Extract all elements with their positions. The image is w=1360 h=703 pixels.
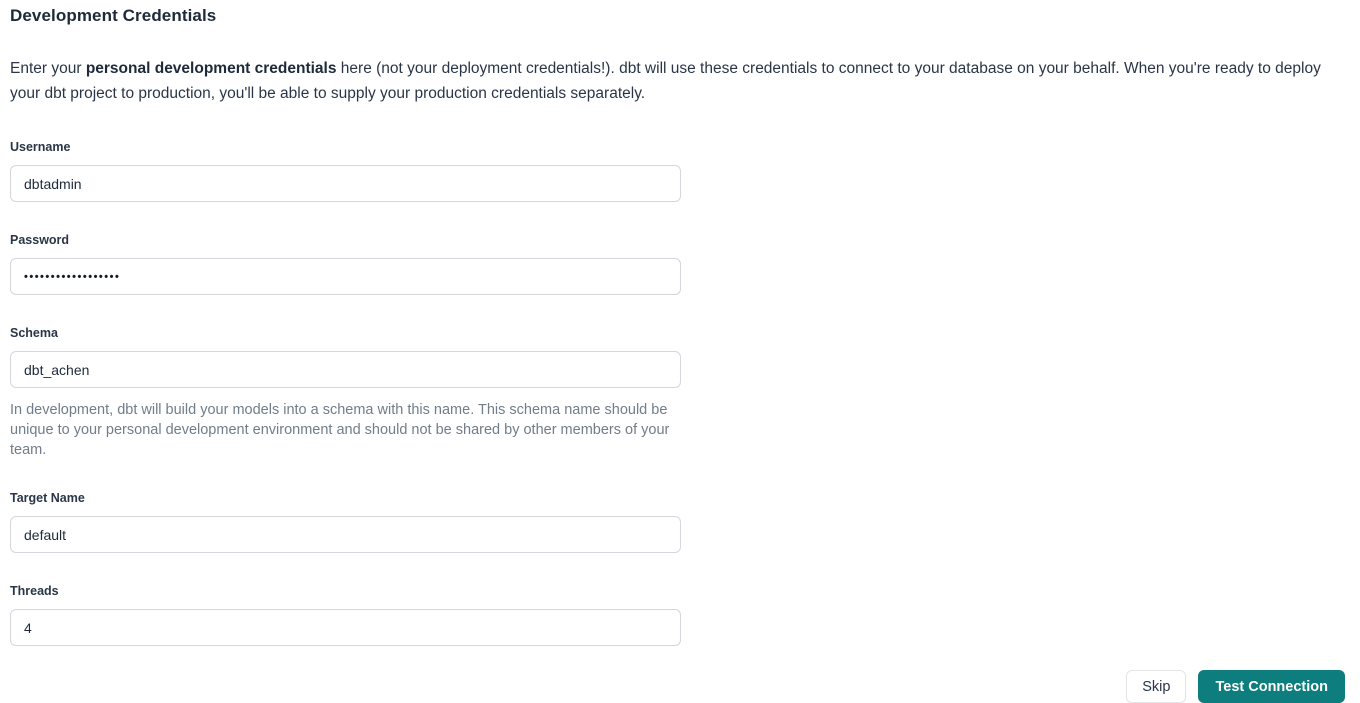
target-name-label: Target Name (10, 491, 85, 505)
intro-text-pre: Enter your (10, 60, 86, 77)
schema-field-group (10, 326, 1350, 460)
intro-text-bold: personal development credentials (85, 60, 337, 77)
target-name-input[interactable] (10, 516, 681, 553)
target-name-field-group (10, 491, 1350, 553)
password-label: Password (10, 233, 70, 247)
intro-text-post: here (not your deployment credentials!). dbt will use these credentials to connect to your database on your behalf. When you're ready to deploy your dbt project to production, you'll be able to supply your production credentials separately. (10, 60, 1321, 102)
password-input[interactable] (10, 258, 681, 295)
username-label: Username (10, 140, 71, 154)
intro-text (10, 57, 1348, 106)
schema-helper-text: In development, dbt will build your models into a schema with this name. This schema name should be unique to your personal development environment and should not be shared by other members of your team. (10, 402, 670, 458)
username-input[interactable] (10, 165, 681, 202)
threads-label: Threads (10, 584, 59, 598)
page-title: Development Credentials (10, 6, 217, 25)
form-actions (10, 670, 1350, 703)
password-field-group (10, 233, 1350, 295)
schema-label: Schema (10, 326, 58, 340)
threads-input[interactable] (10, 609, 681, 646)
skip-button[interactable]: Skip (1126, 670, 1186, 703)
username-field-group (10, 140, 1350, 202)
threads-field-group (10, 584, 1350, 646)
test-connection-button[interactable]: Test Connection (1198, 670, 1345, 703)
schema-input[interactable] (10, 351, 681, 388)
